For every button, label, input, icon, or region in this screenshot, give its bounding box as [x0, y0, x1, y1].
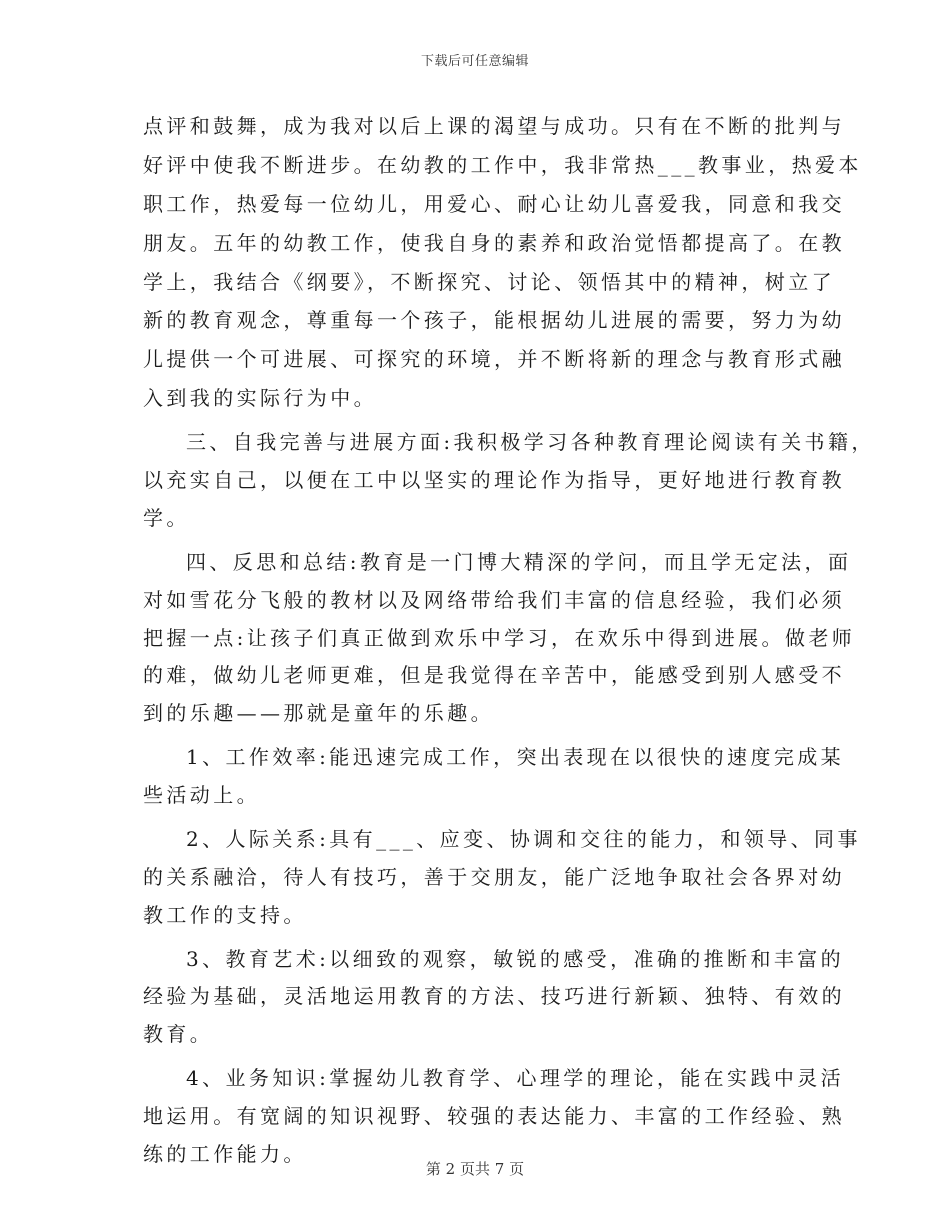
text-line: 对如雪花分飞般的教材以及网络带给我们丰富的信息经验，我们必须 [143, 587, 845, 612]
text-line: 练的工作能力。 [143, 1142, 307, 1167]
text-line: 把握一点:让孩子们真正做到欢乐中学习，在欢乐中得到进展。做老师 [143, 625, 856, 650]
text-line: 四、反思和总结:教育是一门博大精深的学问，而且学无定法，面 [186, 549, 852, 574]
text-line: 4、业务知识:掌握幼儿教育学、心理学的理论，能在实践中灵活 [186, 1066, 845, 1091]
text-line: 好评中使我不断进步。在幼教的工作中，我非常热___教事业，热爱本 [143, 152, 862, 177]
text-line: 新的教育观念，尊重每一个孩子，能根据幼儿进展的需要，努力为幼 [143, 308, 845, 333]
text-line: 些活动上。 [143, 783, 260, 808]
text-line: 3、教育艺术:以细致的观察，敏锐的感受，准确的推断和丰富的 [186, 946, 845, 971]
text-line: 教育。 [143, 1022, 214, 1047]
text-line: 地运用。有宽阔的知识视野、较强的表达能力、丰富的工作经验、熟 [143, 1104, 845, 1129]
text-line: 职工作，热爱每一位幼儿，用爱心、耐心让幼儿喜爱我，同意和我交 [143, 191, 845, 216]
text-line: 的难，做幼儿老师更难，但是我觉得在辛苦中，能感受到别人感受不 [143, 663, 845, 688]
text-line: 到的乐趣——那就是童年的乐趣。 [143, 701, 494, 726]
text-line: 1、工作效率:能迅速完成工作，突出表现在以很快的速度完成某 [186, 745, 845, 770]
text-line: 点评和鼓舞，成为我对以后上课的渴望与成功。只有在不断的批判与 [143, 114, 845, 138]
text-line: 儿提供一个可进展、可探究的环境，并不断将新的理念与教育形式融 [143, 347, 845, 372]
text-line: 以充实自己，以便在工中以坚实的理论作为指导，更好地进行教育教 [143, 467, 845, 492]
text-line: 三、自我完善与进展方面:我积极学习各种教育理论阅读有关书籍， [186, 430, 875, 455]
text-line: 朋友。五年的幼教工作，使我自身的素养和政治觉悟都提高了。在教 [143, 230, 845, 255]
text-line: 经验为基础，灵活地运用教育的方法、技巧进行新颖、独特、有效的 [143, 984, 845, 1009]
text-line: 2、人际关系:具有___、应变、协调和交往的能力，和领导、同事 [186, 826, 861, 851]
text-line: 学上，我结合《纲要》，不断探究、讨论、领悟其中的精神，树立了 [143, 269, 835, 294]
text-line: 学。 [143, 505, 190, 530]
page-header: 下载后可任意编辑 [420, 54, 529, 69]
page-footer: 第 2 页共 7 页 [425, 1160, 525, 1178]
text-line: 入到我的实际行为中。 [143, 386, 377, 411]
text-line: 的关系融洽，待人有技巧，善于交朋友，能广泛地争取社会各界对幼 [143, 864, 845, 889]
text-line: 教工作的支持。 [143, 902, 307, 927]
